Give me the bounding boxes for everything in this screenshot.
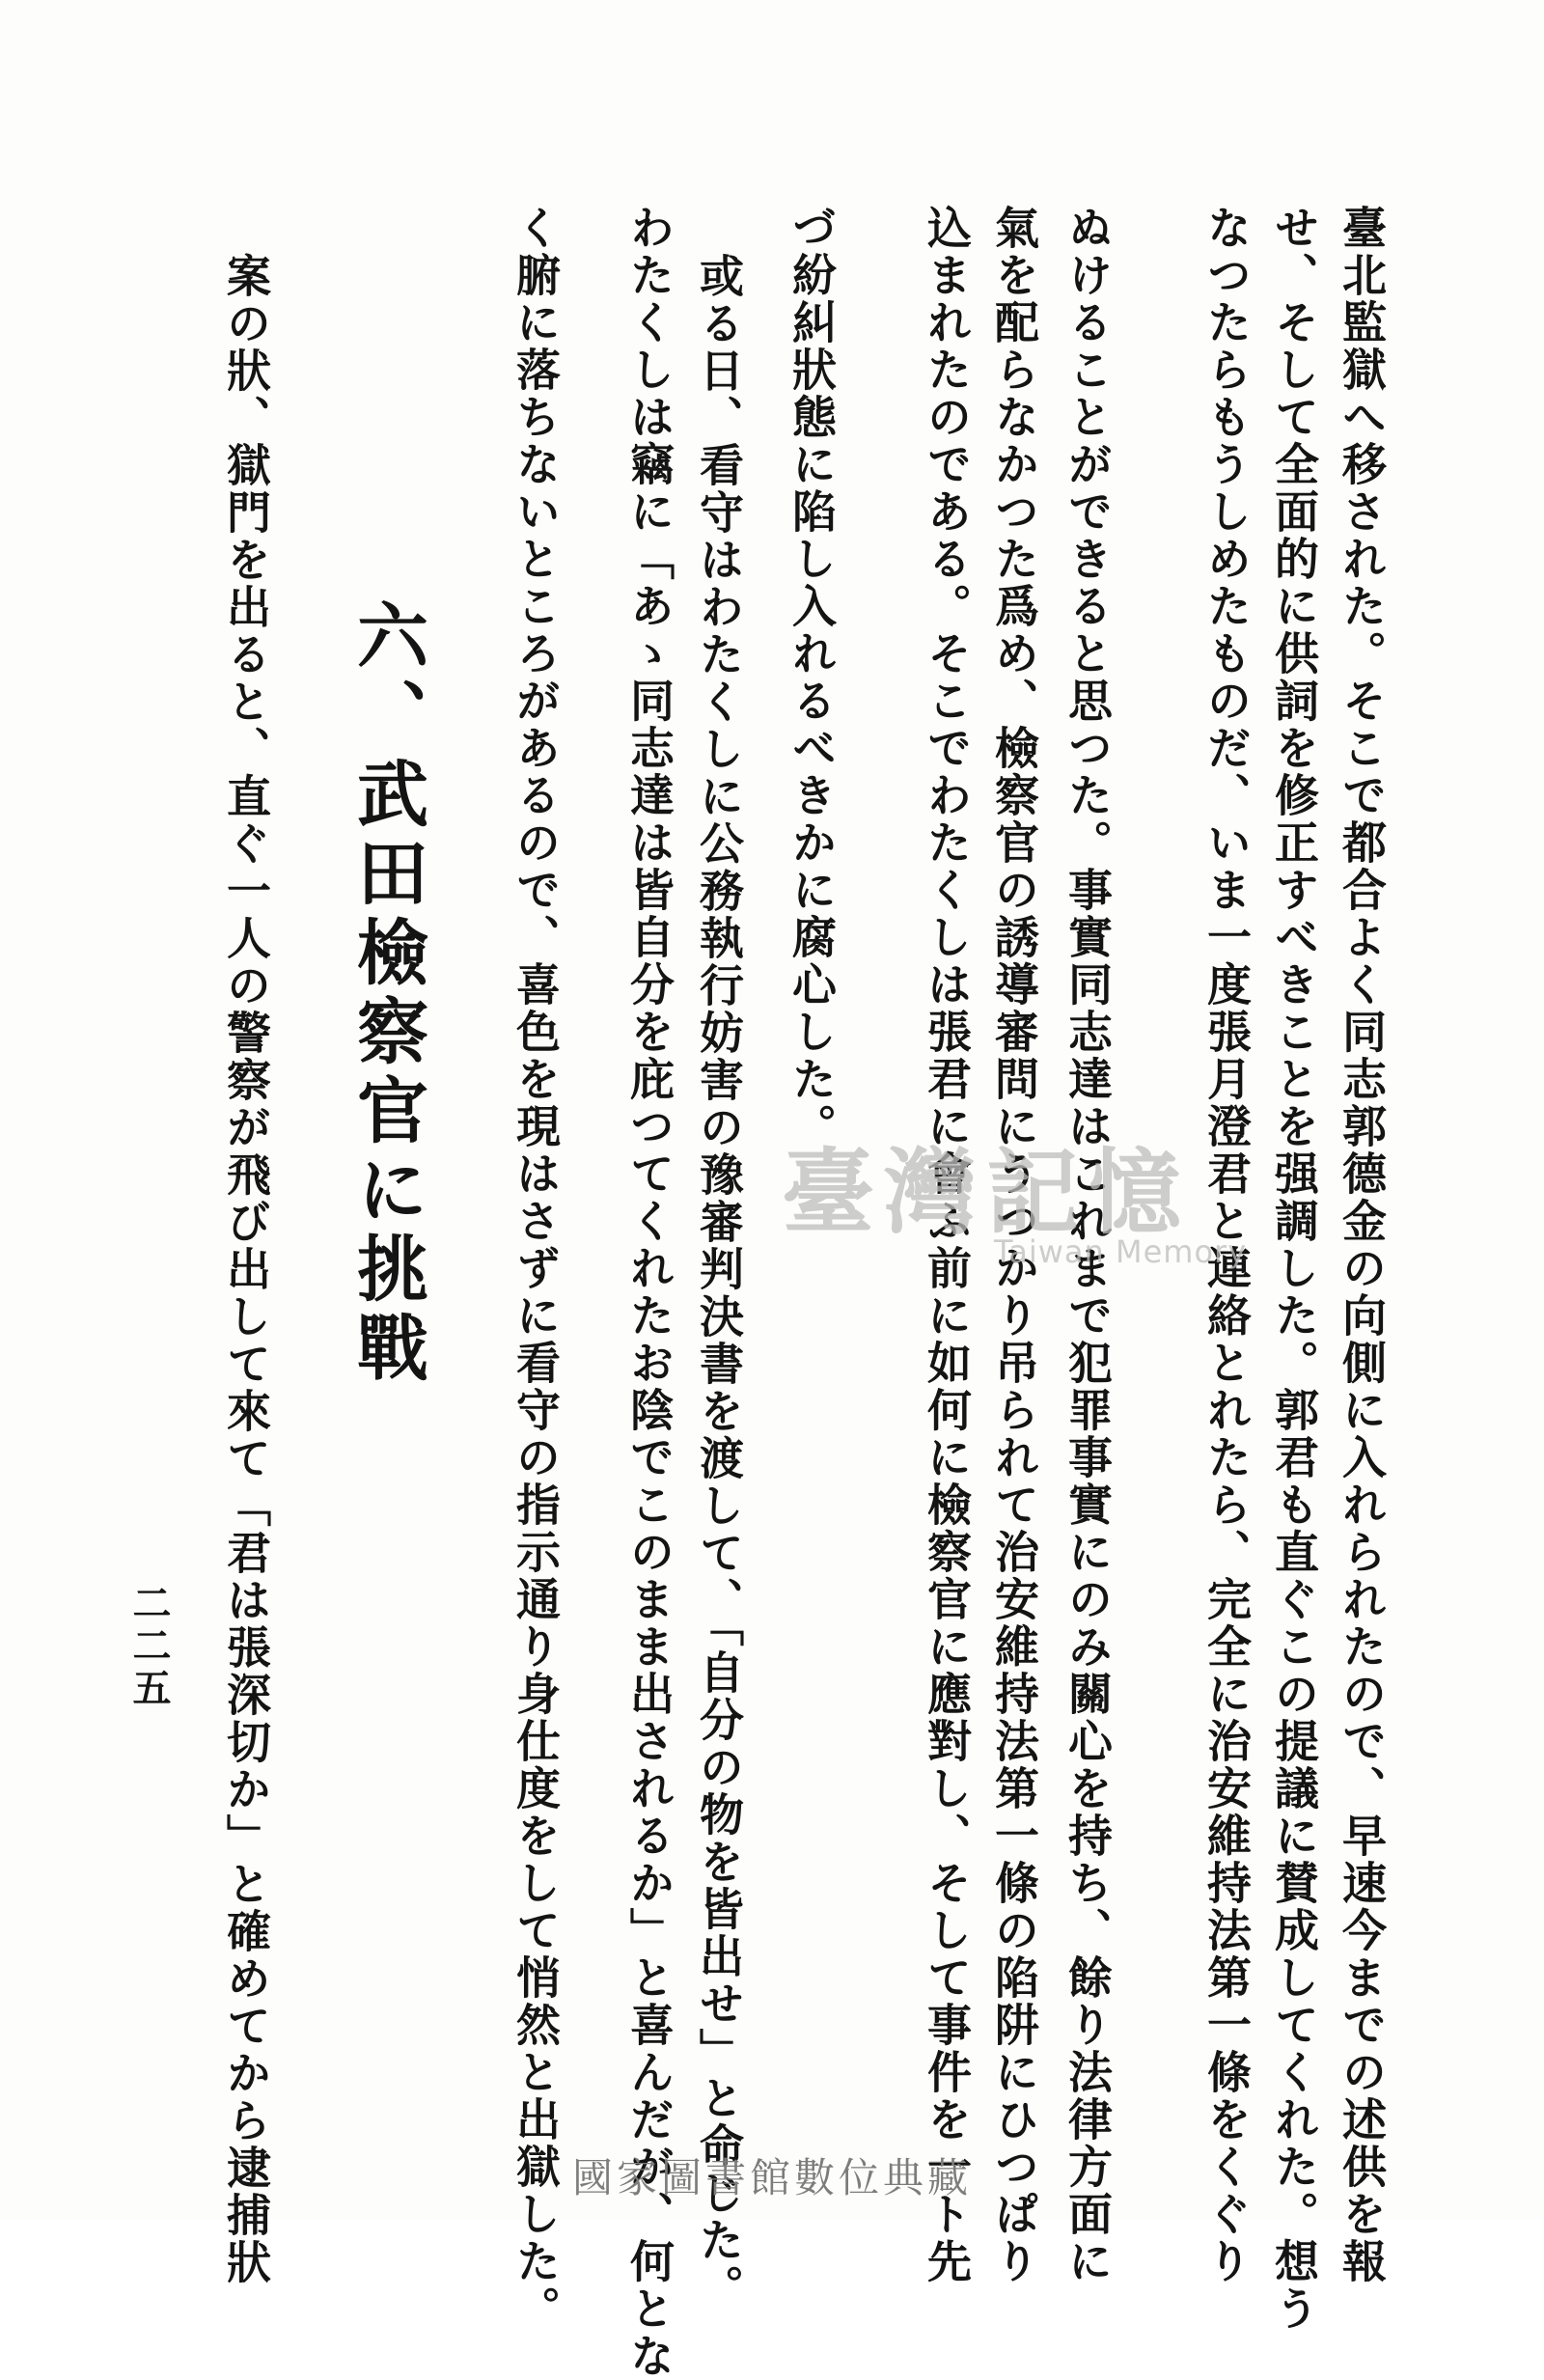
text-column-8: 或る日、看守はわたくしに公務執行妨害の豫審判決書を渡して、「自分の物を皆出せ」と命じた。 [693, 253, 745, 2311]
text-column-6: 込まれたのである。そこでわたくしは張君に會ふ前に如何に檢察官に應對し、そして事件を一ト先 [921, 205, 973, 2285]
watermark-chinese-text: 臺灣記憶 [782, 1139, 1191, 1247]
text-column-10: く腑に落ちないところがあるので、喜色を現はさずに看守の指示通り身仕度をして悄然と出獄した。 [510, 205, 562, 2333]
watermark-logo [772, 1120, 1248, 1303]
text-column-2: せ、そして全面的に供詞を修正すべきことを强調した。郭君も直ぐこの提議に賛成してくれた。想う [1268, 205, 1320, 2333]
text-column-4: ぬけることができると思つた。事實同志達はこれまで犯罪事實にのみ關心を持ち、餘り法律方面に [1062, 205, 1114, 2285]
footer-credit: 國家圖書館數位典藏 [571, 2154, 972, 2201]
text-column-5: 氣を配らなかつた爲め、檢察官の誘導審問にうつかり吊られて治安維持法第一條の陷阱にひつぱり [988, 205, 1040, 2285]
text-column-7: づ紛糾狀態に陷し入れるべきかに腐心した。 [786, 205, 838, 1150]
page-number: 二二五 [126, 1583, 172, 1710]
text-column-9: わたくしは竊に「あゝ同志達は皆自分を庇つてくれたお陰でこのまま出されるか」と喜んだが、何とな [623, 205, 676, 2380]
text-column-final: 案の狀、獄門を出ると、直ぐ一人の警察が飛び出して來て「君は張深切か」と確めてから逮捕狀 [220, 253, 272, 2286]
text-column-3: なつたらもうしめたものだ、いま一度張月澄君と連絡とれたら、完全に治安維持法第一條をくぐり [1200, 205, 1253, 2285]
text-column-1: 臺北監獄へ移された。そこで都合よく同志郭德金の向側に入れられたので、早速今までの述供を報 [1336, 205, 1388, 2285]
watermark-english-text: Taiwan Memory [994, 1233, 1248, 1270]
section-heading: 六、武田檢察官に挑戰 [345, 598, 428, 1390]
